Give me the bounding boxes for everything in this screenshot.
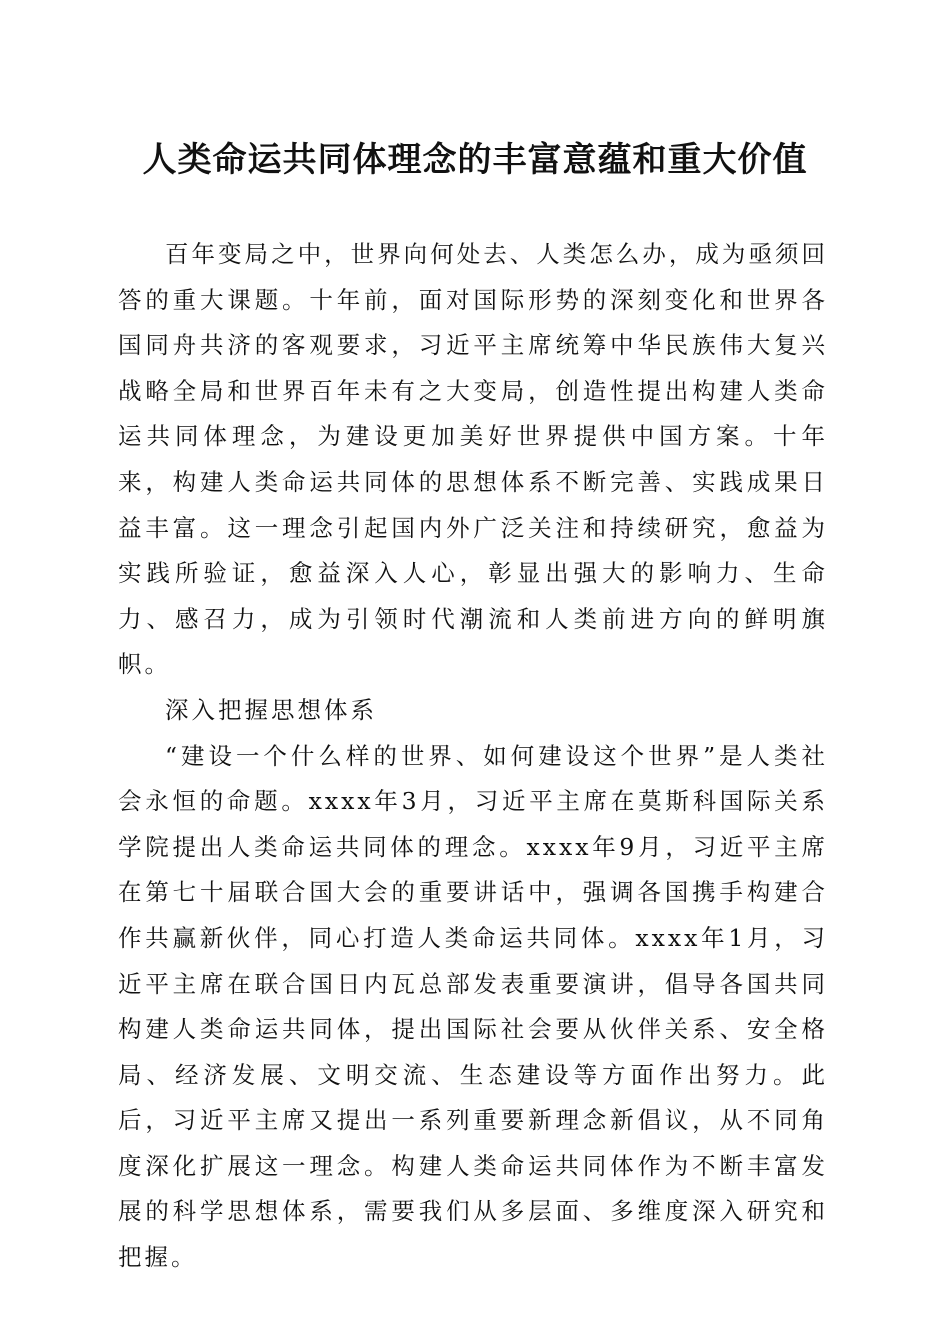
document-title: 人类命运共同体理念的丰富意蕴和重大价值: [142, 140, 808, 180]
section-paragraph: “建设一个什么样的世界、如何建设这个世界”是人类社会永恒的命题。xxxx年3月，习近平主席在莫斯科国际关系学院提出人类命运共同体的理念。xxxx年9月，习近平主席在第七十届联合国大会的重要讲话中，强调各国携手构建合作共赢新伙伴，同心打造人类命运共同体。xxxx年1月，习近平主席在联合国日内瓦总部发表重要演讲，倡导各国共同构建人类命运共同体，提出国际社会要从伙伴关系、安全格局、经济发展、文明交流、生态建设等方面作出努力。此后，习近平主席又提出一系列重要新理念新倡议，从不同角度深化扩展这一理念。构建人类命运共同体作为不断丰富发展的科学思想体系，需要我们从多层面、多维度深入研究和把握。: [118, 741, 828, 1272]
document-body: [118, 232, 828, 1281]
section-heading: 深入把握思想体系: [165, 695, 377, 724]
intro-paragraph: 百年变局之中，世界向何处去、人类怎么办，成为亟须回答的重大课题。十年前，面对国际形势的深刻变化和世界各国同舟共济的客观要求，习近平主席统筹中华民族伟大复兴战略全局和世界百年未有之大变局，创造性提出构建人类命运共同体理念，为建设更加美好世界提供中国方案。十年来，构建人类命运共同体的思想体系不断完善、实践成果日益丰富。这一理念引起国内外广泛关注和持续研究，愈益为实践所验证，愈益深入人心，彰显出强大的影响力、生命力、感召力，成为引领时代潮流和人类前进方向的鲜明旗帜。: [118, 240, 828, 679]
